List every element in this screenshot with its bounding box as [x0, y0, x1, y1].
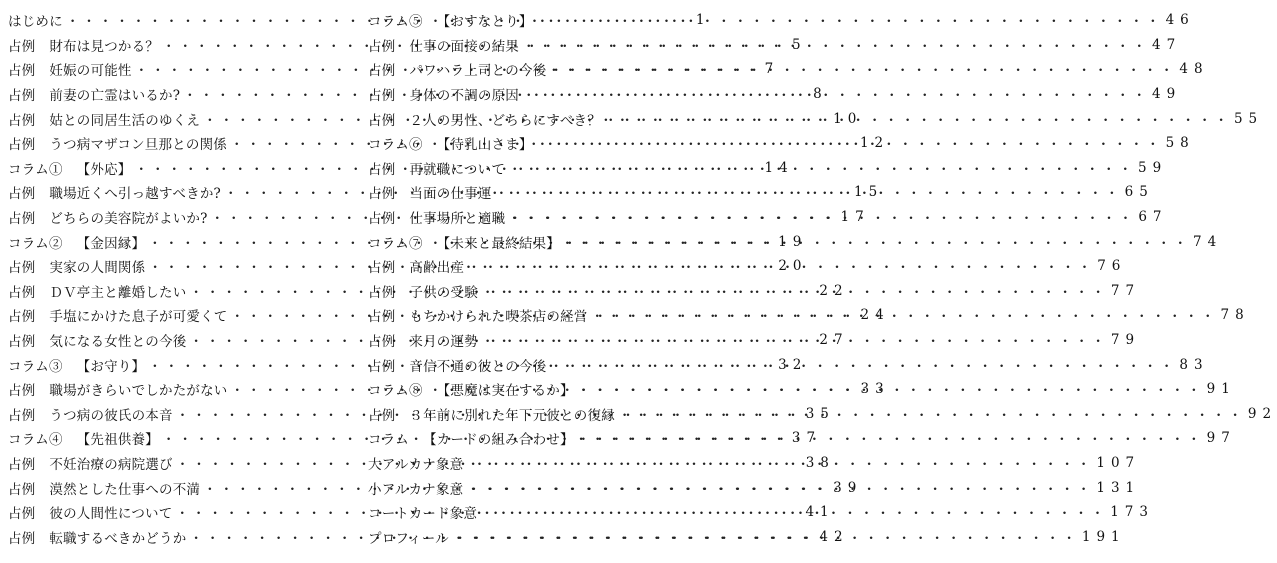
- toc-entry-title: 気になる女性との今後: [49, 334, 187, 351]
- toc-entry-title: 【先祖供養】: [76, 432, 159, 449]
- toc-entry-title: 漠然とした仕事への不満: [49, 481, 201, 498]
- toc-entry-kind: 占例: [8, 260, 36, 277]
- toc-entry-kind: 占例: [8, 63, 36, 80]
- toc-entry-page-number: 83: [1179, 356, 1209, 373]
- toc-entry-title: 子供の受験: [409, 284, 478, 301]
- toc-entry-page-number: 76: [1097, 258, 1127, 275]
- toc-entry-title: 姑との同居生活のゆくえ: [49, 112, 201, 129]
- toc-dot-leader: [466, 478, 1093, 498]
- toc-entry-title: 【金因縁】: [76, 235, 146, 252]
- toc-entry-title: 【悪魔は実在するか】: [436, 383, 574, 400]
- toc-dot-leader: [481, 330, 1108, 350]
- toc-dot-leader: [508, 158, 1135, 178]
- toc-dot-leader: [536, 133, 1163, 153]
- toc-entry-page-number: 27: [819, 332, 849, 349]
- toc-entry-title: 職場近くへ引っ越すべきか?: [49, 186, 221, 203]
- toc-entry-page-number: 173: [1110, 504, 1154, 521]
- toc-entry-page-number: 131: [1096, 479, 1141, 496]
- toc-entry-page-number: 92: [1247, 405, 1277, 422]
- toc-entry-page-number: 22: [819, 282, 849, 299]
- toc-entry-title: 仕事場所と適職: [409, 211, 506, 228]
- toc-entry-title: 【おすなとり】: [436, 14, 533, 31]
- toc-entry-page-number: 20: [778, 258, 808, 275]
- toc-entry-kind: 占例: [8, 38, 36, 55]
- toc-dot-leader: [452, 527, 1079, 547]
- toc-entry-kind: 占例: [368, 63, 396, 80]
- toc-entry-page-number: 38: [805, 454, 835, 471]
- toc-entry-kind: 占例: [8, 506, 36, 523]
- toc-entry-kind: 占例: [8, 407, 36, 424]
- toc-entry-kind: 占例: [8, 284, 36, 301]
- toc-entry-page-number: 49: [1152, 86, 1182, 103]
- toc-entry-title: もちかけられた喫茶店の経営: [409, 309, 588, 326]
- toc-entry-page-number: 35: [805, 405, 835, 422]
- toc-dot-leader: [549, 59, 1176, 79]
- toc-entry-kind: 占例: [8, 334, 36, 351]
- toc-dot-leader: [536, 10, 1163, 30]
- toc-entry-page-number: 33: [860, 381, 890, 398]
- toc-entry-title: 【お守り】: [76, 358, 146, 375]
- toc-entry: [368, 8, 1195, 33]
- toc-entry-page-number: 24: [860, 307, 890, 324]
- toc-dot-leader: [481, 281, 1108, 301]
- toc-entry-title: はじめに: [8, 14, 63, 31]
- toc-entry-title: どちらの美容院がよいか?: [49, 211, 208, 228]
- toc-entry-title: 【カードの組み合わせ】: [422, 432, 574, 449]
- toc-dot-leader: [577, 428, 1204, 448]
- toc-entry-kind: 占例: [368, 38, 396, 55]
- toc-dot-leader: [604, 109, 1231, 129]
- toc-entry-title: 不妊治療の病院選び: [49, 456, 173, 473]
- toc-entry-kind: コラム⑥: [368, 137, 423, 154]
- toc-entry-page-number: 58: [1165, 135, 1195, 152]
- toc-entry: [368, 57, 1209, 82]
- toc-entry-title: コートカード象意: [368, 506, 478, 523]
- toc-entry-title: 前妻の亡霊はいるか?: [49, 88, 181, 105]
- toc-entry-kind: 占例: [368, 186, 396, 203]
- toc-entry-page-number: 42: [819, 528, 849, 545]
- toc-entry-page-number: 47: [1152, 36, 1182, 53]
- toc-entry: [368, 33, 1182, 58]
- toc-entry-title: 財布は見つかる？: [49, 38, 160, 55]
- toc-entry-title: パワハラ上司との今後: [409, 63, 547, 80]
- toc-dot-leader: [577, 379, 1204, 399]
- toc-entry-title: 妊娠の可能性: [49, 63, 132, 80]
- toc-dot-leader: [591, 305, 1218, 325]
- toc-dot-leader: [549, 355, 1176, 375]
- toc-entry-kind: 占例: [368, 161, 396, 178]
- toc-entry-page-number: 78: [1220, 307, 1250, 324]
- toc-entry-page-number: 65: [1124, 184, 1154, 201]
- toc-dot-leader: [522, 84, 1149, 104]
- toc-entry-page-number: 8: [813, 86, 828, 103]
- toc-entry-title: うつ病マザコン旦那との関係: [49, 137, 227, 154]
- toc-entry-page-number: 97: [1206, 430, 1236, 447]
- toc-entry-page-number: 39: [833, 479, 863, 496]
- toc-entry-page-number: 17: [840, 209, 870, 226]
- toc-entry-kind: 占例: [368, 211, 396, 228]
- toc-entry-kind: コラム⑧: [368, 383, 423, 400]
- toc-entry-title: 【待乳山さま】: [436, 137, 533, 154]
- toc-entry-title: 彼の人間性について: [49, 506, 173, 523]
- toc-entry-page-number: 91: [1206, 381, 1236, 398]
- toc-entry-kind: 占例: [368, 309, 396, 326]
- toc-entry-page-number: 14: [764, 159, 794, 176]
- toc-entry-kind: コラム: [368, 432, 409, 449]
- toc-entry-page-number: 1: [695, 12, 711, 29]
- toc-entry-kind: 占例: [8, 456, 36, 473]
- toc-entry: [368, 82, 1182, 107]
- toc-dot-leader: [508, 207, 1135, 227]
- toc-entry-kind: 占例: [368, 284, 396, 301]
- toc-entry-kind: コラム⑤: [368, 14, 423, 31]
- toc-entry-page-number: 59: [1138, 159, 1168, 176]
- toc-entry-title: 身体の不調の原因: [409, 88, 520, 105]
- toc-entry-kind: コラム③: [8, 358, 63, 375]
- toc-entry-title: ＤＶ亭主と離婚したい: [49, 284, 187, 301]
- toc-entry-title: 職場がきらいでしかたがない: [49, 383, 228, 400]
- toc-entry-title: ２人の男性、どちらにすべき？: [409, 112, 601, 129]
- toc-entry-kind: 占例: [8, 186, 36, 203]
- toc-entry-page-number: 79: [1110, 332, 1141, 349]
- toc-entry-title: ３年前に別れた年下元彼との復縁: [409, 407, 615, 424]
- toc-entry-page-number: 41: [805, 504, 835, 521]
- toc-entry-title: 【外応】: [76, 161, 132, 178]
- toc-entry-kind: 占例: [368, 260, 396, 277]
- toc-dot-leader: [522, 35, 1149, 55]
- toc-entry-kind: 占例: [8, 530, 36, 547]
- toc-entry-title: 【未来と最終結果】: [436, 235, 560, 252]
- toc-dot-leader: [480, 502, 1107, 522]
- toc-entry-kind: 占例: [8, 88, 36, 105]
- toc-entry-title: 当面の仕事運: [409, 186, 492, 203]
- toc-entry-kind: コラム⑦: [368, 235, 423, 252]
- toc-dot-leader: [563, 232, 1190, 252]
- toc-dot-leader: [466, 453, 1093, 473]
- toc-entry-page-number: 77: [1110, 282, 1141, 299]
- toc-entry-page-number: 12: [859, 135, 890, 152]
- toc-entry-title: 高齢出産: [409, 260, 465, 277]
- toc-entry-kind: 占例: [8, 309, 36, 326]
- toc-entry-page-number: 74: [1192, 233, 1223, 250]
- toc-entry-page-number: 5: [792, 36, 807, 53]
- toc-entry-kind: 占例: [368, 334, 396, 351]
- toc-dot-leader: [495, 182, 1122, 202]
- toc-entry-page-number: 19: [778, 233, 808, 250]
- toc-entry-title: 転職するべきかどうか: [49, 530, 187, 547]
- toc-entry-kind: 占例: [368, 358, 396, 375]
- toc-entry-title: 来月の運勢: [409, 334, 478, 351]
- toc-entry-page-number: 32: [778, 356, 808, 373]
- toc-entry-title: プロフィール: [368, 530, 449, 547]
- toc-entry-page-number: 46: [1165, 12, 1195, 29]
- toc-entry-page-number: 67: [1138, 209, 1168, 226]
- toc-entry-page-number: 107: [1096, 454, 1141, 471]
- toc-entry-kind: 占例: [8, 112, 36, 129]
- toc-dot-leader: [467, 256, 1094, 276]
- toc-entry-kind: 占例: [368, 112, 396, 129]
- toc-entry-kind: コラム④: [8, 432, 63, 449]
- toc-entry-page-number: 37: [791, 430, 822, 447]
- toc-entry-kind: コラム①: [8, 161, 63, 178]
- toc-entry-kind: 占例: [8, 211, 36, 228]
- toc-entry-title: 仕事の面接の結果: [409, 38, 520, 55]
- toc-entry-kind: 占例: [8, 137, 36, 154]
- toc-entry-page-number: 10: [833, 110, 863, 127]
- toc-entry-title: 小アルカナ象意: [368, 481, 464, 498]
- toc-entry-kind: 占例: [368, 407, 396, 424]
- toc-entry-page-number: 15: [853, 184, 884, 201]
- toc-dot-leader: [618, 404, 1245, 424]
- toc-entry-kind: 占例: [368, 88, 396, 105]
- toc-entry-title: 実家の人間関係: [49, 260, 146, 277]
- toc-entry-title: 大アルカナ象意: [368, 456, 464, 473]
- toc-entry-title: うつ病の彼氏の本音: [49, 407, 173, 424]
- toc-entry-page-number: 7: [764, 61, 780, 78]
- toc-entry-kind: 占例: [8, 383, 36, 400]
- toc-entry-title: 再就職について: [409, 161, 506, 178]
- toc-entry-kind: コラム②: [8, 235, 63, 252]
- toc-entry-title: 音信不通の彼との今後: [409, 358, 547, 375]
- toc-entry-page-number: 48: [1179, 61, 1209, 78]
- toc-entry-page-number: 191: [1081, 528, 1126, 545]
- toc-entry-page-number: 55: [1233, 110, 1264, 127]
- toc-entry-title: 手塩にかけた息子が可愛くて: [49, 309, 228, 326]
- toc-entry-kind: 占例: [8, 481, 36, 498]
